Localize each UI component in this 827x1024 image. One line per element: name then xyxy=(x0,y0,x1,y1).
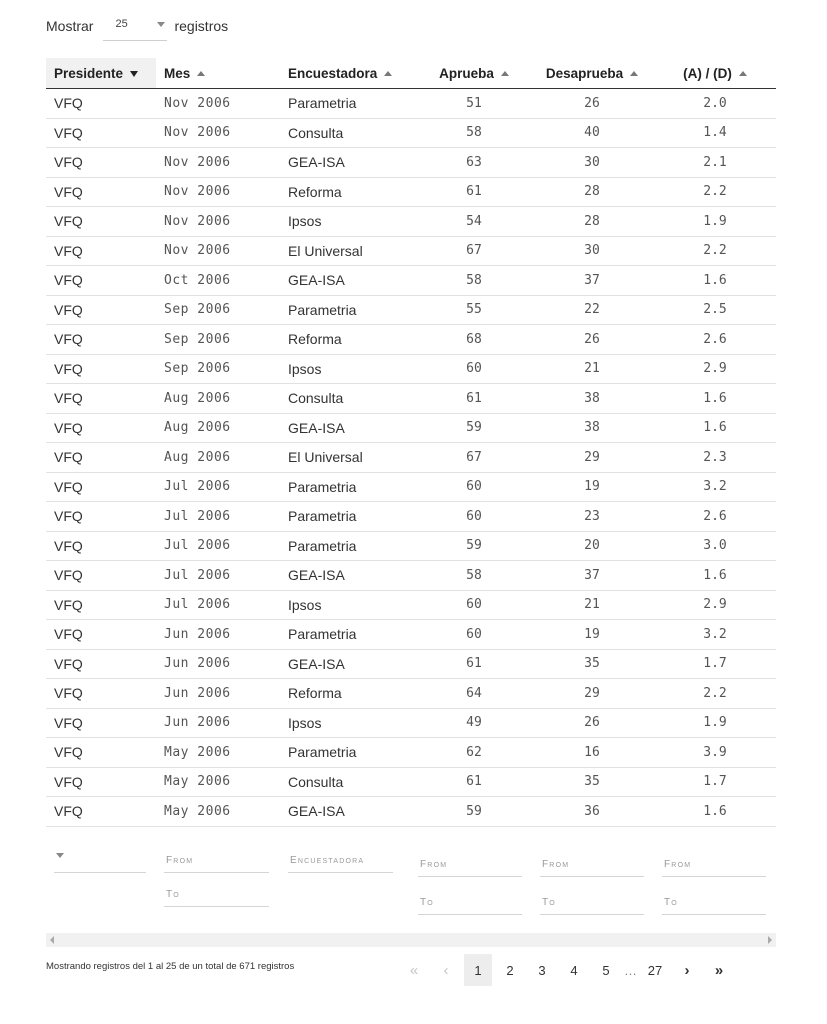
cell-presidente: VFQ xyxy=(46,177,156,207)
page-button-27[interactable]: 27 xyxy=(647,962,663,978)
cell-desaprueba: 16 xyxy=(530,738,654,768)
cell-presidente: VFQ xyxy=(46,148,156,178)
cell-desaprueba: 36 xyxy=(530,797,654,827)
ratio-to-input[interactable]: To xyxy=(662,882,766,915)
cell-ratio: 1.7 xyxy=(654,767,776,797)
table-row xyxy=(46,531,776,561)
cell-ratio: 2.6 xyxy=(654,325,776,355)
cell-mes: Aug 2006 xyxy=(156,443,280,473)
cell-encuestadora: Reforma xyxy=(280,679,418,709)
presidente-filter-select[interactable] xyxy=(54,840,146,873)
cell-aprueba: 51 xyxy=(418,89,530,119)
table-row xyxy=(46,649,776,679)
cell-presidente: VFQ xyxy=(46,118,156,148)
cell-presidente: VFQ xyxy=(46,413,156,443)
table-row xyxy=(46,738,776,768)
table-row xyxy=(46,797,776,827)
mes-from-input[interactable]: From xyxy=(164,840,269,873)
cell-ratio: 3.9 xyxy=(654,738,776,768)
cell-encuestadora: El Universal xyxy=(280,236,418,266)
cell-mes: Jul 2006 xyxy=(156,531,280,561)
cell-presidente: VFQ xyxy=(46,590,156,620)
cell-aprueba: 61 xyxy=(418,649,530,679)
table-row xyxy=(46,118,776,148)
cell-desaprueba: 26 xyxy=(530,325,654,355)
cell-mes: Sep 2006 xyxy=(156,295,280,325)
aprueba-from-input[interactable]: From xyxy=(418,844,522,877)
page-length-value: 25 xyxy=(115,17,128,30)
cell-desaprueba: 28 xyxy=(530,207,654,237)
cell-ratio: 2.2 xyxy=(654,177,776,207)
column-header-aprueba[interactable]: Aprueba xyxy=(418,58,530,89)
table-info: Mostrando registros del 1 al 25 de un total de 671 registros xyxy=(46,961,295,972)
cell-presidente: VFQ xyxy=(46,384,156,414)
table-row xyxy=(46,443,776,473)
sort-asc-icon xyxy=(739,71,747,76)
cell-ratio: 2.9 xyxy=(654,354,776,384)
cell-desaprueba: 37 xyxy=(530,561,654,591)
cell-encuestadora: GEA-ISA xyxy=(280,148,418,178)
horizontal-scrollbar[interactable] xyxy=(46,933,776,947)
cell-aprueba: 55 xyxy=(418,295,530,325)
table-row xyxy=(46,89,776,119)
cell-encuestadora: Reforma xyxy=(280,325,418,355)
cell-mes: Sep 2006 xyxy=(156,354,280,384)
cell-presidente: VFQ xyxy=(46,472,156,502)
cell-aprueba: 59 xyxy=(418,531,530,561)
page-button-1[interactable]: 1 xyxy=(464,954,492,986)
table-row xyxy=(46,472,776,502)
cell-desaprueba: 40 xyxy=(530,118,654,148)
cell-aprueba: 67 xyxy=(418,443,530,473)
cell-presidente: VFQ xyxy=(46,797,156,827)
cell-presidente: VFQ xyxy=(46,266,156,296)
cell-desaprueba: 30 xyxy=(530,236,654,266)
cell-ratio: 1.7 xyxy=(654,649,776,679)
cell-desaprueba: 28 xyxy=(530,177,654,207)
cell-ratio: 3.2 xyxy=(654,620,776,650)
cell-encuestadora: Parametria xyxy=(280,295,418,325)
cell-presidente: VFQ xyxy=(46,443,156,473)
previous-page-button[interactable]: ‹ xyxy=(443,961,449,979)
cell-presidente: VFQ xyxy=(46,531,156,561)
chevron-down-icon xyxy=(157,22,165,27)
table-row xyxy=(46,708,776,738)
column-header-mes[interactable]: Mes xyxy=(156,58,280,89)
cell-mes: Jun 2006 xyxy=(156,649,280,679)
data-table xyxy=(46,58,776,827)
cell-encuestadora: Parametria xyxy=(280,502,418,532)
cell-encuestadora: Ipsos xyxy=(280,590,418,620)
cell-presidente: VFQ xyxy=(46,649,156,679)
cell-desaprueba: 22 xyxy=(530,295,654,325)
scroll-left-icon[interactable] xyxy=(50,936,54,944)
table-row xyxy=(46,266,776,296)
cell-encuestadora: Ipsos xyxy=(280,354,418,384)
ratio-from-input[interactable]: From xyxy=(662,844,766,877)
cell-encuestadora: Consulta xyxy=(280,767,418,797)
cell-encuestadora: Parametria xyxy=(280,472,418,502)
sort-desc-icon xyxy=(130,71,138,77)
cell-desaprueba: 20 xyxy=(530,531,654,561)
cell-desaprueba: 21 xyxy=(530,590,654,620)
cell-mes: Jul 2006 xyxy=(156,561,280,591)
cell-ratio: 2.1 xyxy=(654,148,776,178)
cell-presidente: VFQ xyxy=(46,295,156,325)
cell-desaprueba: 26 xyxy=(530,89,654,119)
cell-encuestadora: GEA-ISA xyxy=(280,649,418,679)
cell-ratio: 1.6 xyxy=(654,797,776,827)
table-row xyxy=(46,295,776,325)
cell-presidente: VFQ xyxy=(46,561,156,591)
desaprueba-to-input[interactable]: To xyxy=(540,882,644,915)
pagination xyxy=(398,954,735,986)
cell-aprueba: 59 xyxy=(418,413,530,443)
cell-ratio: 2.3 xyxy=(654,443,776,473)
table-row xyxy=(46,177,776,207)
scroll-right-icon[interactable] xyxy=(768,936,772,944)
table-row xyxy=(46,236,776,266)
column-header-encuestadora[interactable]: Encuestadora xyxy=(280,58,418,89)
table-row xyxy=(46,561,776,591)
cell-encuestadora: GEA-ISA xyxy=(280,561,418,591)
cell-encuestadora: Parametria xyxy=(280,531,418,561)
cell-presidente: VFQ xyxy=(46,207,156,237)
cell-encuestadora: Consulta xyxy=(280,384,418,414)
cell-ratio: 1.4 xyxy=(654,118,776,148)
cell-mes: Jul 2006 xyxy=(156,502,280,532)
cell-presidente: VFQ xyxy=(46,236,156,266)
cell-ratio: 2.6 xyxy=(654,502,776,532)
cell-encuestadora: Reforma xyxy=(280,177,418,207)
cell-desaprueba: 19 xyxy=(530,620,654,650)
table-row xyxy=(46,620,776,650)
cell-desaprueba: 23 xyxy=(530,502,654,532)
cell-aprueba: 60 xyxy=(418,620,530,650)
cell-ratio: 1.6 xyxy=(654,413,776,443)
table-row xyxy=(46,502,776,532)
cell-desaprueba: 38 xyxy=(530,384,654,414)
page-button-5[interactable]: 5 xyxy=(602,962,610,978)
cell-encuestadora: GEA-ISA xyxy=(280,797,418,827)
length-prefix: Mostrar xyxy=(46,18,94,34)
encuestadora-filter-input[interactable]: Encuestadora xyxy=(288,840,393,873)
cell-presidente: VFQ xyxy=(46,325,156,355)
cell-presidente: VFQ xyxy=(46,502,156,532)
length-suffix: registros xyxy=(174,18,229,34)
chevron-down-icon xyxy=(56,853,64,858)
cell-mes: Sep 2006 xyxy=(156,325,280,355)
cell-aprueba: 63 xyxy=(418,148,530,178)
cell-ratio: 1.9 xyxy=(654,708,776,738)
cell-mes: Aug 2006 xyxy=(156,413,280,443)
column-header-ratio[interactable]: (A) / (D) xyxy=(654,58,776,89)
cell-mes: Nov 2006 xyxy=(156,89,280,119)
cell-aprueba: 59 xyxy=(418,797,530,827)
cell-presidente: VFQ xyxy=(46,679,156,709)
table-row xyxy=(46,413,776,443)
cell-presidente: VFQ xyxy=(46,767,156,797)
cell-aprueba: 68 xyxy=(418,325,530,355)
cell-aprueba: 60 xyxy=(418,472,530,502)
page-button-4[interactable]: 4 xyxy=(570,962,578,978)
table-row xyxy=(46,148,776,178)
cell-presidente: VFQ xyxy=(46,738,156,768)
aprueba-to-input[interactable]: To xyxy=(418,882,522,915)
table-row xyxy=(46,767,776,797)
cell-aprueba: 58 xyxy=(418,561,530,591)
cell-ratio: 2.2 xyxy=(654,679,776,709)
cell-aprueba: 60 xyxy=(418,354,530,384)
cell-aprueba: 54 xyxy=(418,207,530,237)
cell-presidente: VFQ xyxy=(46,708,156,738)
cell-encuestadora: GEA-ISA xyxy=(280,413,418,443)
last-page-button[interactable]: » xyxy=(714,961,724,979)
sort-asc-icon xyxy=(197,71,205,76)
cell-encuestadora: GEA-ISA xyxy=(280,266,418,296)
cell-presidente: VFQ xyxy=(46,89,156,119)
cell-encuestadora: Consulta xyxy=(280,118,418,148)
cell-mes: Aug 2006 xyxy=(156,384,280,414)
cell-desaprueba: 29 xyxy=(530,443,654,473)
table-row xyxy=(46,679,776,709)
cell-encuestadora: Ipsos xyxy=(280,207,418,237)
cell-mes: Jun 2006 xyxy=(156,620,280,650)
table-body xyxy=(46,89,776,827)
table-row xyxy=(46,590,776,620)
cell-aprueba: 62 xyxy=(418,738,530,768)
cell-ratio: 2.9 xyxy=(654,590,776,620)
mes-to-input[interactable]: To xyxy=(164,874,269,907)
page-length-select[interactable] xyxy=(103,12,167,41)
cell-mes: May 2006 xyxy=(156,797,280,827)
desaprueba-from-input[interactable]: From xyxy=(540,844,644,877)
table-header-row xyxy=(46,58,776,89)
cell-mes: Nov 2006 xyxy=(156,118,280,148)
cell-ratio: 2.5 xyxy=(654,295,776,325)
cell-aprueba: 64 xyxy=(418,679,530,709)
cell-aprueba: 60 xyxy=(418,502,530,532)
cell-ratio: 3.2 xyxy=(654,472,776,502)
table-row xyxy=(46,354,776,384)
cell-mes: Oct 2006 xyxy=(156,266,280,296)
cell-aprueba: 61 xyxy=(418,177,530,207)
table-row xyxy=(46,325,776,355)
pagination-ellipsis: … xyxy=(624,962,637,978)
column-header-desaprueba[interactable]: Desaprueba xyxy=(530,58,654,89)
sort-asc-icon xyxy=(384,71,392,76)
sort-asc-icon xyxy=(501,71,509,76)
cell-aprueba: 67 xyxy=(418,236,530,266)
cell-desaprueba: 35 xyxy=(530,649,654,679)
cell-encuestadora: Ipsos xyxy=(280,708,418,738)
cell-encuestadora: Parametria xyxy=(280,738,418,768)
cell-mes: Nov 2006 xyxy=(156,148,280,178)
cell-mes: Jun 2006 xyxy=(156,679,280,709)
cell-aprueba: 61 xyxy=(418,767,530,797)
cell-mes: Nov 2006 xyxy=(156,177,280,207)
cell-desaprueba: 35 xyxy=(530,767,654,797)
first-page-button[interactable]: « xyxy=(409,961,419,979)
cell-ratio: 1.6 xyxy=(654,266,776,296)
cell-mes: Nov 2006 xyxy=(156,236,280,266)
cell-mes: Nov 2006 xyxy=(156,207,280,237)
cell-mes: Jun 2006 xyxy=(156,708,280,738)
cell-aprueba: 58 xyxy=(418,118,530,148)
cell-encuestadora: Parametria xyxy=(280,89,418,119)
cell-mes: May 2006 xyxy=(156,767,280,797)
cell-ratio: 2.0 xyxy=(654,89,776,119)
cell-presidente: VFQ xyxy=(46,620,156,650)
cell-ratio: 2.2 xyxy=(654,236,776,266)
cell-mes: Jul 2006 xyxy=(156,590,280,620)
cell-desaprueba: 21 xyxy=(530,354,654,384)
column-filters xyxy=(46,840,776,920)
page-button-2[interactable]: 2 xyxy=(506,962,514,978)
page-button-3[interactable]: 3 xyxy=(538,962,546,978)
cell-desaprueba: 19 xyxy=(530,472,654,502)
cell-desaprueba: 29 xyxy=(530,679,654,709)
cell-ratio: 3.0 xyxy=(654,531,776,561)
cell-aprueba: 61 xyxy=(418,384,530,414)
cell-desaprueba: 37 xyxy=(530,266,654,296)
table-row xyxy=(46,384,776,414)
cell-encuestadora: Parametria xyxy=(280,620,418,650)
cell-ratio: 1.6 xyxy=(654,561,776,591)
cell-presidente: VFQ xyxy=(46,354,156,384)
cell-aprueba: 60 xyxy=(418,590,530,620)
next-page-button[interactable]: › xyxy=(684,961,690,979)
cell-mes: May 2006 xyxy=(156,738,280,768)
cell-desaprueba: 38 xyxy=(530,413,654,443)
cell-ratio: 1.6 xyxy=(654,384,776,414)
length-control xyxy=(46,12,228,40)
column-header-presidente[interactable]: Presidente xyxy=(46,58,156,89)
cell-aprueba: 58 xyxy=(418,266,530,296)
sort-asc-icon xyxy=(630,71,638,76)
cell-encuestadora: El Universal xyxy=(280,443,418,473)
cell-mes: Jul 2006 xyxy=(156,472,280,502)
cell-desaprueba: 26 xyxy=(530,708,654,738)
cell-desaprueba: 30 xyxy=(530,148,654,178)
table-row xyxy=(46,207,776,237)
cell-aprueba: 49 xyxy=(418,708,530,738)
cell-ratio: 1.9 xyxy=(654,207,776,237)
